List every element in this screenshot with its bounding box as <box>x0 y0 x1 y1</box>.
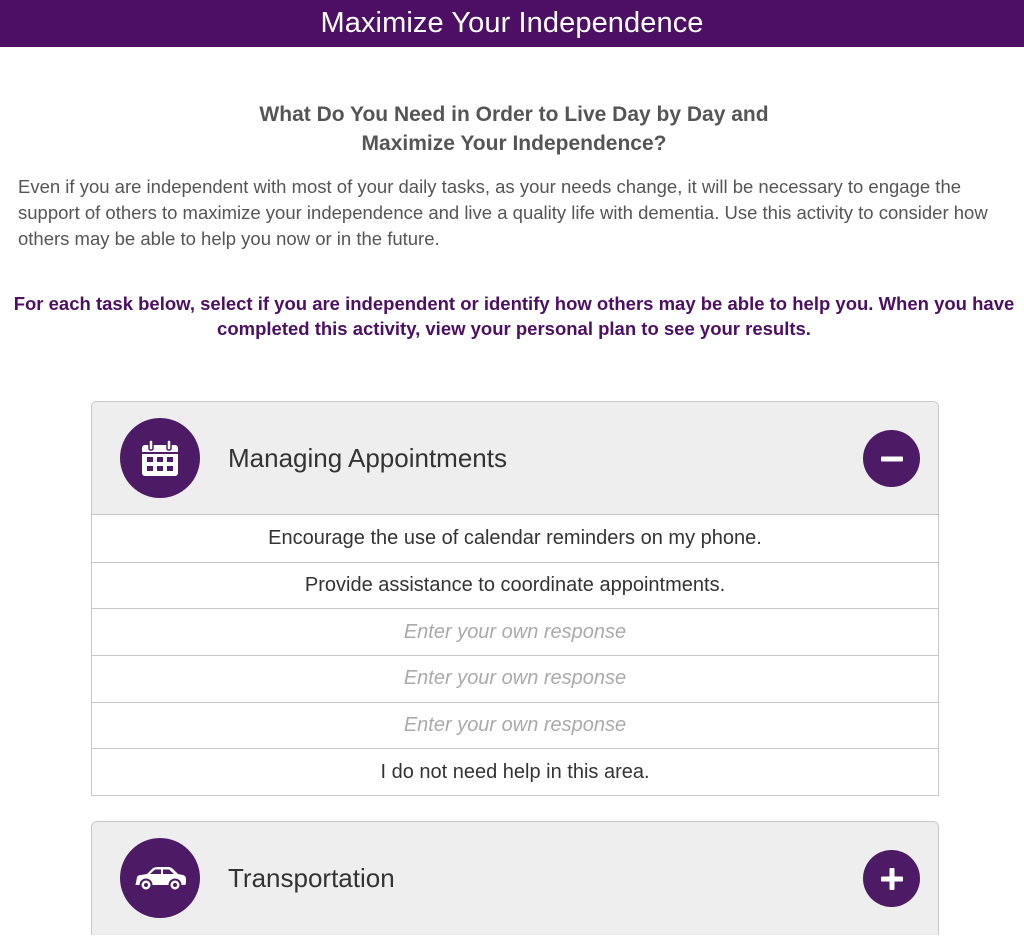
custom-response-input-3[interactable] <box>92 714 938 737</box>
car-icon <box>120 838 200 918</box>
option-calendar-reminders[interactable]: Encourage the use of calendar reminders on my phone. <box>92 516 938 563</box>
collapse-button[interactable] <box>863 430 920 487</box>
category-header-managing-appointments[interactable] <box>92 402 938 515</box>
category-header-transportation[interactable] <box>92 822 938 935</box>
category-panel-managing-appointments <box>91 401 939 796</box>
options-list <box>92 516 938 796</box>
page-heading <box>0 100 1024 158</box>
plus-icon <box>878 865 906 893</box>
category-panel-transportation <box>91 821 939 935</box>
minus-icon <box>878 445 906 473</box>
heading-line-1: What Do You Need in Order to Live Day by Day and <box>259 103 769 126</box>
calendar-icon <box>120 418 200 498</box>
page-banner <box>0 0 1024 47</box>
intro-paragraph: Even if you are independent with most of your daily tasks, as your needs change, it will be necessary to engage the support of others to maximize your independence and live a quality life with dementia. Use this activity to consider how others may be able to help you now or in the future. <box>18 176 988 249</box>
heading-line-2: Maximize Your Independence? <box>361 132 667 155</box>
option-coordinate-appointments[interactable]: Provide assistance to coordinate appointments. <box>92 563 938 610</box>
custom-response-input-2[interactable] <box>92 667 938 690</box>
banner-title: Maximize Your Independence <box>320 7 704 39</box>
category-title: Managing Appointments <box>228 443 507 473</box>
custom-response-row <box>92 656 938 703</box>
custom-response-input-1[interactable] <box>92 621 938 644</box>
instructions-text: For each task below, select if you are independent or identify how others may be able to help you. When you have completed this activity, view your personal plan to see your results. <box>13 293 1015 339</box>
option-no-help-needed[interactable]: I do not need help in this area. <box>380 761 650 784</box>
custom-response-row <box>92 609 938 656</box>
category-title: Transportation <box>228 863 395 893</box>
expand-button[interactable] <box>863 850 920 907</box>
custom-response-row <box>92 703 938 750</box>
